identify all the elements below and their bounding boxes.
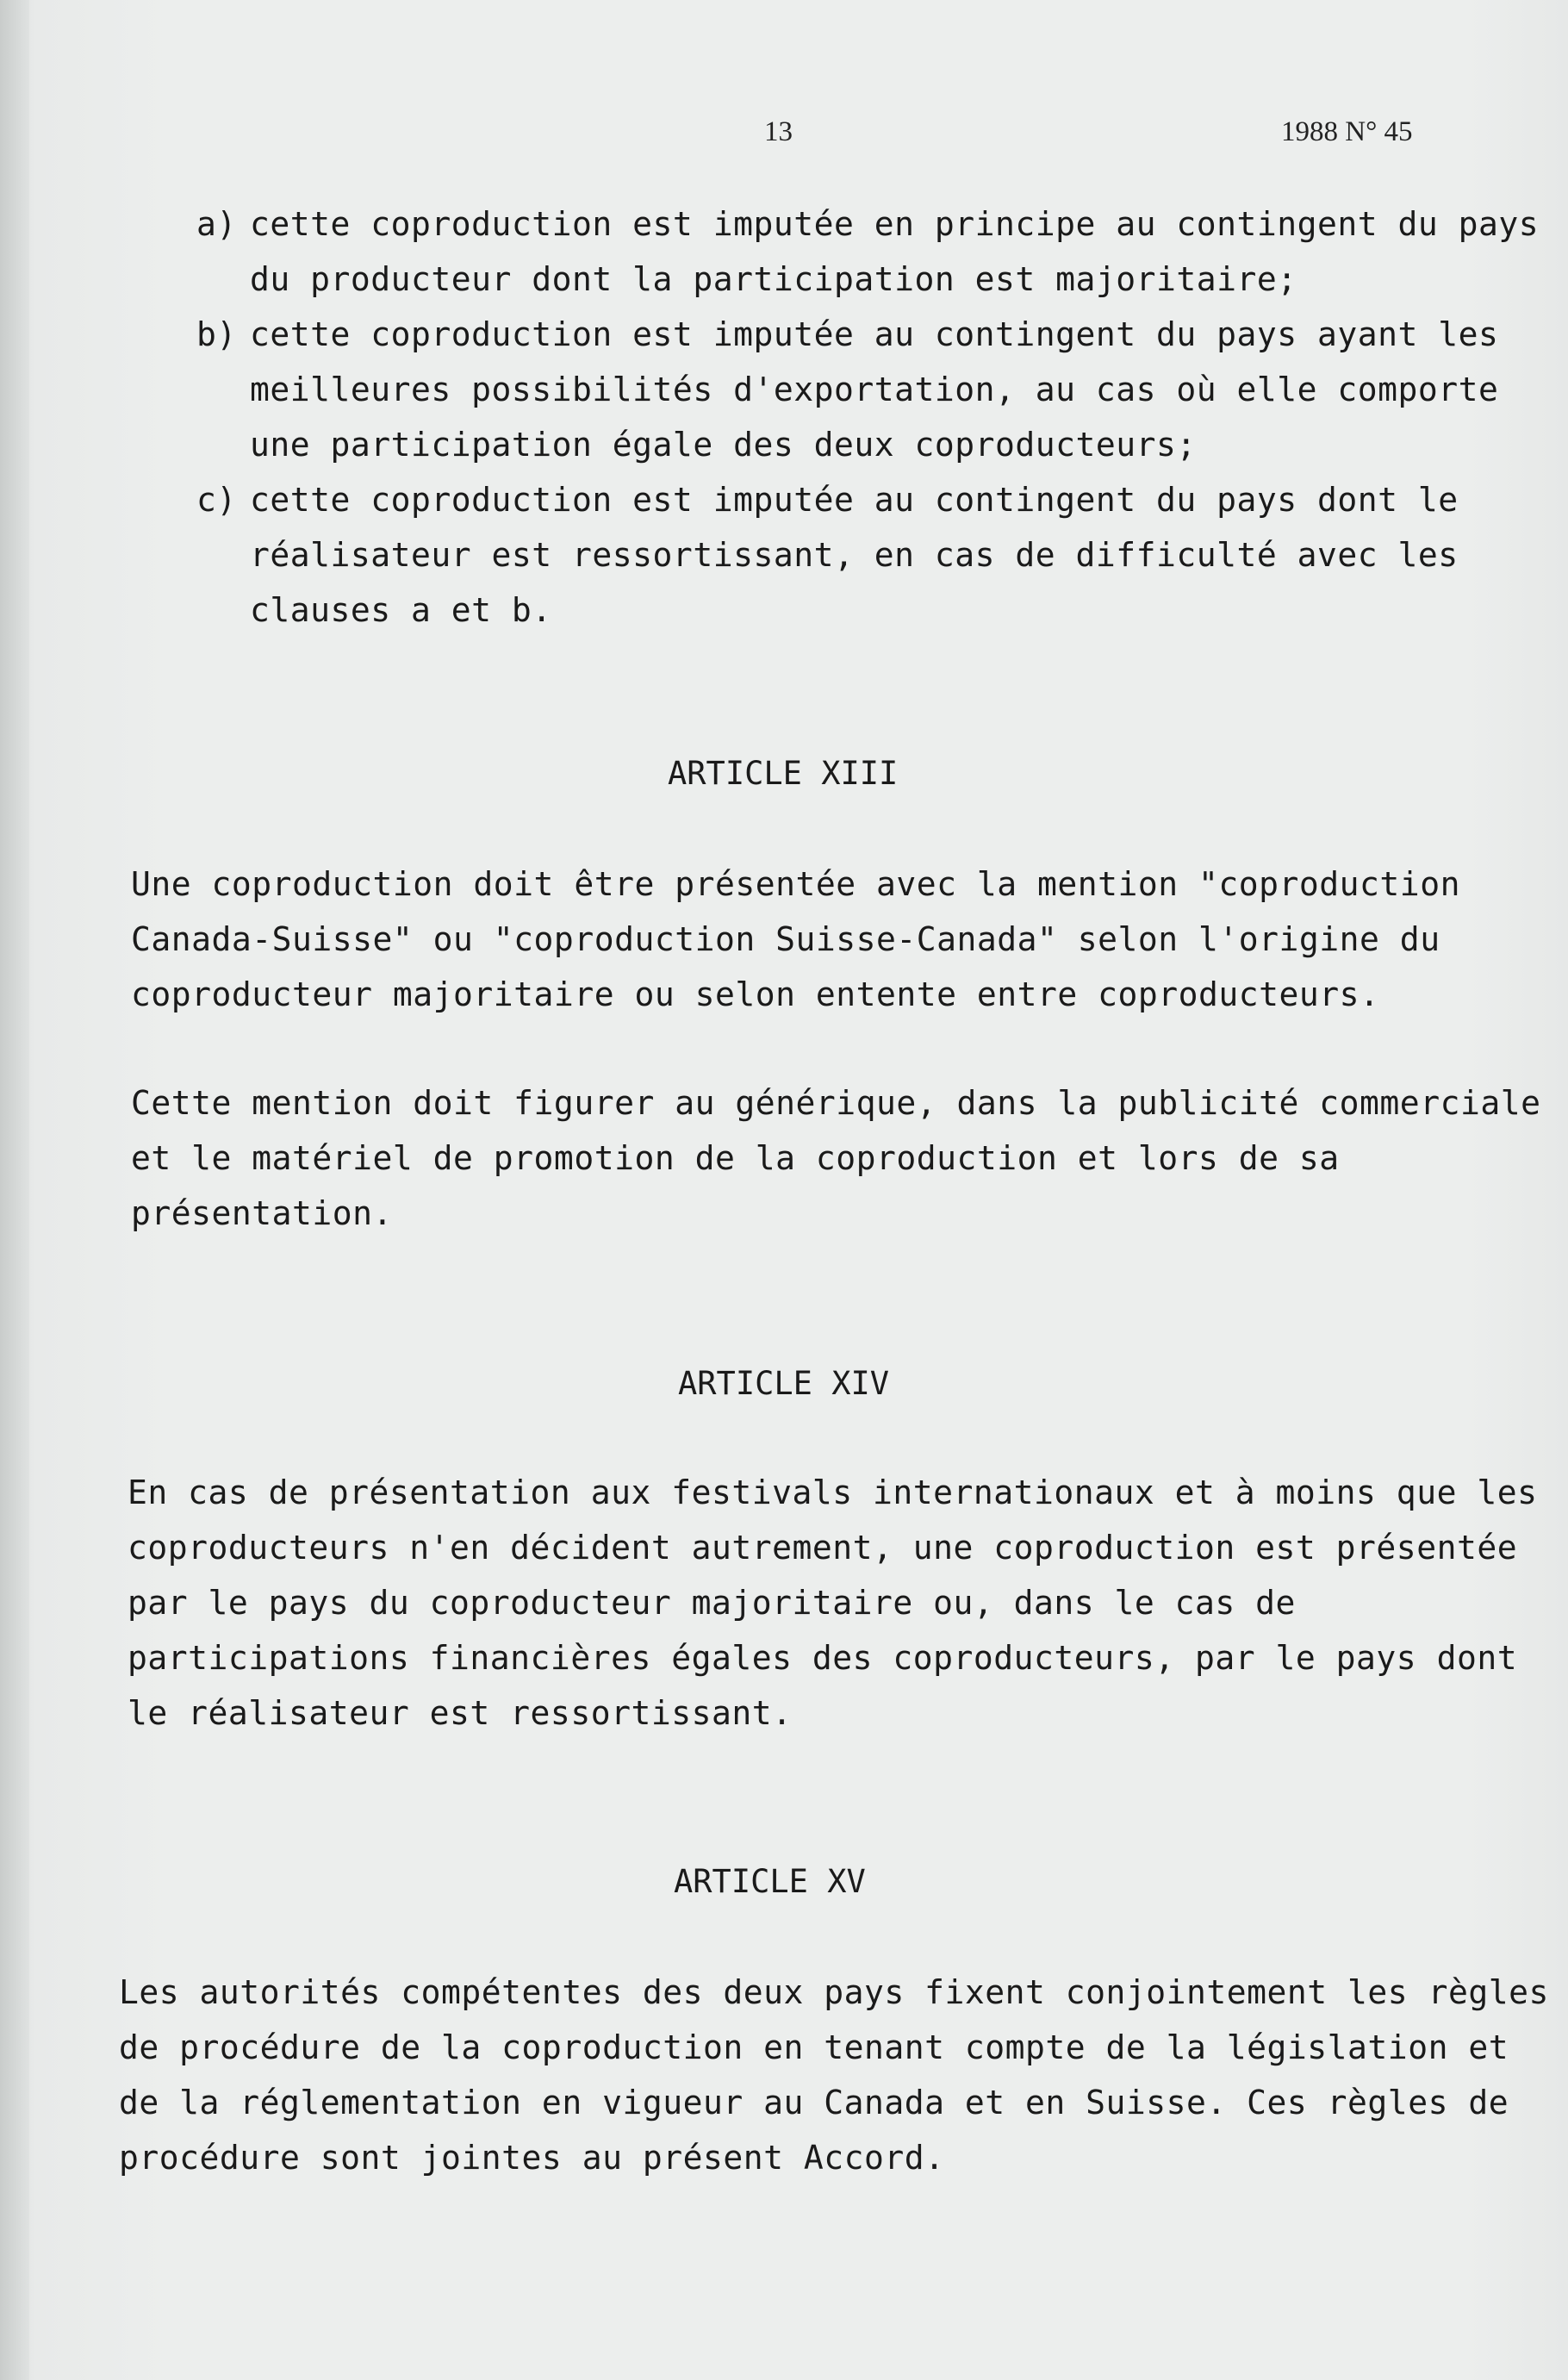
item-a-line-1: cette coproduction est imputée en principe au contingent du pays [250, 205, 1540, 243]
item-a-line-2: du producteur dont la participation est majoritaire; [250, 260, 1297, 298]
binding-edge [0, 0, 29, 2380]
item-c-line-2: réalisateur est ressortissant, en cas de difficulté avec les [250, 536, 1459, 574]
article-xv-line-4: procédure sont jointes au présent Accord. [119, 2139, 945, 2177]
article-xv-line-2: de procédure de la coproduction en tenant compte de la législation et [119, 2028, 1509, 2066]
article-xiv-line-3: par le pays du coproducteur majoritaire ou, dans le cas de [128, 1584, 1296, 1622]
item-b-line-2: meilleures possibilités d'exportation, au cas où elle comporte [250, 371, 1499, 408]
article-xiii-para2-line-2: et le matériel de promotion de la coproduction et lors de sa [131, 1139, 1340, 1177]
article-xiii-para2-line-1: Cette mention doit figurer au générique, dans la publicité commerciale [131, 1084, 1541, 1122]
item-a-marker: a) [196, 205, 237, 243]
item-c-line-1: cette coproduction est imputée au contingent du pays dont le [250, 481, 1459, 519]
article-xiii-para1-line-1: Une coproduction doit être présentée avec la mention "coproduction [131, 865, 1460, 903]
item-c-marker: c) [196, 481, 237, 519]
article-xiv-heading: ARTICLE XIV [678, 1365, 890, 1402]
article-xiv-line-1: En cas de présentation aux festivals internationaux et à moins que les [128, 1473, 1538, 1511]
article-xv-line-3: de la réglementation en vigueur au Canada et en Suisse. Ces règles de [119, 2084, 1509, 2121]
article-xiii-para1-line-3: coproducteur majoritaire ou selon entente entre coproducteurs. [131, 975, 1380, 1013]
article-xiii-para1-line-2: Canada-Suisse" ou "coproduction Suisse-Canada" selon l'origine du [131, 920, 1440, 958]
article-xiv-line-4: participations financières égales des coproducteurs, par le pays dont [128, 1639, 1518, 1677]
item-b-line-3: une participation égale des deux coproducteurs; [250, 426, 1197, 464]
page-number: 13 [764, 116, 793, 147]
item-b-line-1: cette coproduction est imputée au contingent du pays ayant les [250, 315, 1499, 353]
item-b-marker: b) [196, 315, 237, 353]
item-c-line-3: clauses a et b. [250, 591, 552, 629]
article-xiv-line-2: coproducteurs n'en décident autrement, une coproduction est présentée [128, 1529, 1518, 1567]
article-xv-line-1: Les autorités compétentes des deux pays fixent conjointement les règles [119, 1973, 1549, 2011]
article-xiii-heading: ARTICLE XIII [668, 755, 899, 792]
issue-number: 1988 N° 45 [1281, 116, 1413, 147]
article-xiii-para2-line-3: présentation. [131, 1194, 393, 1232]
article-xiv-line-5: le réalisateur est ressortissant. [128, 1694, 793, 1732]
article-xv-heading: ARTICLE XV [674, 1863, 866, 1900]
